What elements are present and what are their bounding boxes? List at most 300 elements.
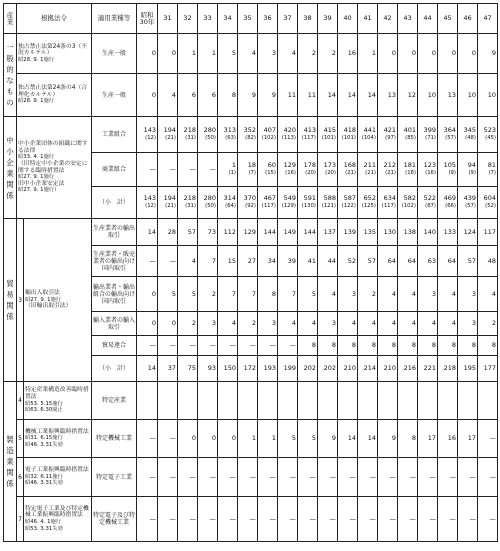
value-cell — [358, 382, 378, 420]
law-note: 旧中小企業安定法 — [18, 180, 65, 187]
row-number: 3 — [17, 219, 24, 382]
value: 2 — [491, 319, 496, 327]
value: 7 — [251, 289, 256, 298]
value: — — [269, 514, 276, 523]
value-cell — [478, 187, 498, 219]
industry-label: 貿易連合 — [92, 336, 137, 356]
value-cell — [298, 382, 318, 420]
value-cell — [218, 420, 238, 458]
value-cell — [178, 458, 198, 497]
value: 2 — [311, 49, 316, 57]
value-cell — [378, 382, 398, 420]
value: 3 — [351, 289, 356, 298]
value-cell — [178, 34, 198, 74]
value-cell — [318, 153, 338, 187]
value: — — [149, 256, 156, 265]
value-cell — [178, 312, 198, 336]
value: 216 — [403, 364, 416, 372]
value: 652 — [363, 194, 376, 202]
value: 28 — [167, 227, 176, 236]
value: 0 — [471, 49, 476, 57]
value-cell — [298, 420, 318, 458]
value-cell — [278, 458, 298, 497]
value-cell — [218, 34, 238, 74]
value-cell — [238, 117, 258, 153]
value-cell — [338, 187, 358, 219]
value-cell — [458, 312, 478, 336]
value-cell — [158, 336, 178, 356]
value-cell — [218, 356, 238, 382]
value-paren: (18) — [405, 170, 416, 176]
value-cell — [478, 497, 498, 542]
value-paren: (102) — [261, 135, 276, 141]
value-paren: (12) — [145, 135, 156, 141]
value: 11 — [307, 90, 316, 99]
value-cell — [258, 187, 278, 219]
value-cell — [278, 219, 298, 246]
value: 57 — [187, 227, 196, 236]
value-cell — [198, 382, 218, 420]
header-year: 36 — [258, 4, 278, 34]
value-cell — [298, 312, 318, 336]
industry-label: 特定機械工業 — [92, 420, 137, 458]
value-paren: (64) — [225, 203, 236, 209]
header-year: 37 — [278, 4, 298, 34]
value-cell — [198, 246, 218, 277]
value-cell — [178, 246, 198, 277]
value-cell — [438, 74, 458, 117]
value: 8 — [231, 90, 236, 99]
value: 168 — [343, 161, 356, 169]
value: 221 — [423, 364, 436, 372]
row-number: 4 — [17, 382, 24, 420]
value-paren: (97) — [385, 135, 396, 141]
value-cell — [178, 420, 198, 458]
value: — — [369, 514, 376, 523]
value-cell — [258, 458, 278, 497]
value-cell — [258, 382, 278, 420]
value-cell — [458, 117, 478, 153]
value-cell — [338, 219, 358, 246]
value: — — [189, 165, 196, 173]
value-cell — [158, 219, 178, 246]
value-cell — [378, 117, 398, 153]
value-cell — [438, 356, 458, 382]
value-cell — [358, 246, 378, 277]
row-number: 5 — [17, 420, 24, 458]
value: 218 — [183, 194, 196, 202]
header-year: 43 — [398, 4, 418, 34]
value-cell — [438, 458, 458, 497]
industry-label: 生産業者の輸出取引 — [92, 219, 137, 246]
value-cell — [478, 219, 498, 246]
value-cell — [258, 420, 278, 458]
value: 60 — [267, 161, 276, 169]
value-paren: (117) — [381, 203, 396, 209]
value-paren: (21) — [385, 170, 396, 176]
value-cell — [198, 312, 218, 336]
value: — — [269, 341, 276, 349]
value: 8 — [411, 341, 416, 349]
value: 8 — [391, 341, 396, 349]
value: — — [209, 341, 216, 349]
value: 57 — [367, 256, 376, 265]
value: — — [289, 341, 296, 349]
value-paren: (52) — [485, 203, 496, 209]
value: 4 — [451, 319, 456, 327]
value-paren: (82) — [245, 135, 256, 141]
value-cell — [318, 74, 338, 117]
value: — — [169, 341, 176, 349]
value: 0 — [151, 289, 156, 298]
value: 143 — [143, 126, 156, 134]
value: 280 — [203, 126, 216, 134]
value-paren: (20) — [325, 170, 336, 176]
value: 4 — [291, 319, 296, 327]
header-year: 42 — [378, 4, 398, 34]
value: 5 — [311, 289, 316, 298]
value: 634 — [383, 194, 396, 202]
value: 415 — [323, 126, 336, 134]
value-cell — [198, 153, 218, 187]
law-title: 独占禁止法第24条の3（不況カルテル） — [18, 43, 88, 57]
value: 4 — [291, 49, 296, 57]
value-cell — [318, 458, 338, 497]
value: 27 — [247, 256, 256, 265]
value: 1 — [191, 49, 196, 57]
value: 582 — [403, 194, 416, 202]
value-cell — [178, 382, 198, 420]
value: 8 — [371, 341, 376, 349]
value-cell — [158, 382, 178, 420]
value-cell — [178, 277, 198, 312]
value-cell — [137, 153, 158, 187]
value: 3 — [271, 49, 276, 57]
value: 523 — [483, 126, 496, 134]
value-cell — [378, 312, 398, 336]
value-cell — [458, 277, 478, 312]
value: 105 — [443, 161, 456, 169]
value-paren: (101) — [321, 135, 336, 141]
value-cell — [278, 420, 298, 458]
value: 3 — [431, 289, 436, 298]
value: — — [209, 165, 216, 173]
row-cartel-rationalization — [4, 74, 498, 117]
value-paren: (63) — [225, 135, 236, 141]
value: — — [189, 472, 196, 481]
value-cell — [258, 497, 278, 542]
value: 3 — [271, 319, 276, 327]
value-cell — [238, 187, 258, 219]
header-year: 40 — [338, 4, 358, 34]
value: 370 — [243, 194, 256, 202]
value-cell — [318, 246, 338, 277]
value: — — [329, 514, 336, 523]
header-year: 41 — [358, 4, 378, 34]
value-cell — [137, 420, 158, 458]
value: 130 — [383, 227, 396, 236]
value-paren: (16) — [285, 170, 296, 176]
value: 195 — [463, 364, 476, 372]
row-number: 7 — [17, 497, 24, 542]
value: 57 — [467, 256, 476, 265]
law-date: 昭46. 3.31失効 — [25, 441, 63, 448]
value: — — [489, 434, 496, 442]
value-cell — [318, 420, 338, 458]
law-date: 昭46. 4. 1施行 — [25, 519, 62, 525]
value-cell — [418, 356, 438, 382]
header-year: 46 — [458, 4, 478, 34]
value: — — [169, 514, 176, 523]
value: 4 — [311, 319, 316, 327]
value-cell — [338, 153, 358, 187]
value-paren: (16) — [425, 170, 436, 176]
law-title: 中小企業団体の組織に関する法律 — [18, 141, 88, 154]
value: 10 — [487, 90, 496, 99]
value-cell — [178, 153, 198, 187]
law-cell — [24, 420, 92, 458]
value: 13 — [387, 90, 396, 99]
value: 13 — [447, 90, 456, 99]
value: — — [229, 341, 236, 349]
value-cell — [218, 458, 238, 497]
value: 18 — [247, 161, 256, 169]
value-cell — [438, 312, 458, 336]
value: 41 — [307, 256, 316, 265]
value-paren: (121) — [321, 203, 336, 209]
value: 210 — [383, 364, 396, 372]
value: 280 — [203, 194, 216, 202]
value: 14 — [147, 227, 156, 236]
value: 3 — [211, 319, 216, 327]
value-cell — [418, 74, 438, 117]
industry-label: 特定電子工業 — [92, 458, 137, 497]
value: 4 — [351, 319, 356, 327]
value: 4 — [451, 289, 456, 298]
value-cell — [358, 336, 378, 356]
value-cell — [358, 356, 378, 382]
value: 418 — [343, 126, 356, 134]
value-cell — [418, 336, 438, 356]
industry-label: 輸入業者の輸入取引 — [92, 312, 137, 336]
value-cell — [318, 497, 338, 542]
value: 177 — [483, 364, 496, 372]
value: — — [169, 256, 176, 265]
value: 9 — [251, 90, 256, 99]
value: 345 — [463, 126, 476, 134]
value: 44 — [327, 256, 336, 265]
value-cell — [158, 277, 178, 312]
law-note: （旧特定中小企業の安定に関する臨時措置法 — [18, 160, 88, 174]
value-cell — [378, 34, 398, 74]
value-cell — [418, 34, 438, 74]
value-cell — [358, 277, 378, 312]
value-cell — [238, 336, 258, 356]
value-paren: (50) — [205, 203, 216, 209]
value: 0 — [151, 319, 156, 327]
value-cell — [238, 246, 258, 277]
value-cell — [137, 34, 158, 74]
value: 14 — [327, 90, 336, 99]
value: 10 — [467, 90, 476, 99]
value-cell — [358, 312, 378, 336]
law-cell — [17, 34, 92, 74]
value: 0 — [231, 434, 236, 442]
header-year: 45 — [438, 4, 458, 34]
value: 123 — [423, 161, 436, 169]
value-cell — [338, 497, 358, 542]
value: 313 — [223, 126, 236, 134]
value: 210 — [343, 364, 356, 372]
value-cell — [478, 117, 498, 153]
header-year: 35 — [238, 4, 258, 34]
value-cell — [298, 187, 318, 219]
value-cell — [178, 117, 198, 153]
value: — — [169, 472, 176, 481]
value-cell — [458, 356, 478, 382]
value-cell — [198, 74, 218, 117]
value-paren: (129) — [281, 203, 296, 209]
row-mfg-electronics — [4, 458, 498, 497]
value-cell — [478, 420, 498, 458]
value-cell — [258, 246, 278, 277]
value-cell — [158, 246, 178, 277]
category-trade: 貿易関係 — [4, 219, 17, 382]
value-cell — [258, 312, 278, 336]
value-cell — [258, 356, 278, 382]
value: 63 — [427, 256, 436, 265]
value: 4 — [431, 319, 436, 327]
law-title: 機械工業振興臨時措置法 — [25, 428, 89, 435]
value-paren: (85) — [405, 135, 416, 141]
value-cell — [378, 187, 398, 219]
value: 48 — [487, 256, 496, 265]
value-cell — [258, 34, 278, 74]
value-cell — [238, 219, 258, 246]
law-cell — [24, 458, 92, 497]
value-cell — [158, 187, 178, 219]
law-date: 昭27. 9. 1施行） — [18, 187, 60, 194]
value: 588 — [323, 194, 336, 202]
value-paren: (50) — [205, 135, 216, 141]
value: 522 — [423, 194, 436, 202]
value-cell — [398, 117, 418, 153]
value: 4 — [411, 289, 416, 298]
industry-label: （小 計） — [92, 187, 137, 219]
value: 5 — [191, 289, 196, 298]
value: — — [449, 472, 456, 481]
value-cell — [438, 219, 458, 246]
value-cell — [338, 117, 358, 153]
value: 52 — [347, 256, 356, 265]
value-cell — [478, 336, 498, 356]
value-cell — [458, 458, 478, 497]
law-date: 昭46. 3.31失効 — [25, 480, 63, 487]
value: — — [269, 472, 276, 481]
value-cell — [178, 336, 198, 356]
value-cell — [158, 312, 178, 336]
law-title: 特定電子工業及び特定機械工業振興臨時措置法 — [25, 505, 89, 519]
value-cell — [418, 277, 438, 312]
category-sme: 中小企業関係 — [4, 117, 17, 219]
value: 364 — [443, 126, 456, 134]
law-date: 昭28. 9. 1施行 — [18, 56, 55, 63]
value-cell — [438, 246, 458, 277]
value: 150 — [223, 364, 236, 372]
value-cell — [438, 117, 458, 153]
value-paren: (48) — [465, 135, 476, 141]
value: 8 — [431, 341, 436, 349]
value-cell — [378, 74, 398, 117]
value: 202 — [303, 364, 316, 372]
value: 4 — [391, 289, 396, 298]
value: 34 — [267, 256, 276, 265]
value-cell — [298, 153, 318, 187]
value: 178 — [303, 161, 316, 169]
law-date: 昭53. 5.15施行 — [25, 400, 63, 407]
value-cell — [238, 277, 258, 312]
value-paren: (31) — [185, 203, 196, 209]
value: 439 — [463, 194, 476, 202]
value: — — [349, 472, 356, 481]
value-cell — [338, 34, 358, 74]
value: 16 — [347, 49, 356, 57]
value-cell — [137, 382, 158, 420]
industry-label: 生産業者・販売業者の輸出向け国内取引 — [92, 246, 137, 277]
value: 194 — [163, 126, 176, 134]
value: 413 — [303, 126, 316, 134]
value: 314 — [223, 194, 236, 202]
header-year: 32 — [178, 4, 198, 34]
value-cell — [358, 497, 378, 542]
value-cell — [478, 74, 498, 117]
value: 135 — [363, 227, 376, 236]
value: 4 — [371, 319, 376, 327]
value-paren: (122) — [341, 203, 356, 209]
row-mfg-electronics-machinery — [4, 497, 498, 542]
value-cell — [458, 420, 478, 458]
value: 137 — [323, 227, 336, 236]
value-cell — [218, 497, 238, 542]
value-paren: (57) — [445, 135, 456, 141]
statistics-table — [3, 3, 498, 542]
value-cell — [478, 356, 498, 382]
value: 8 — [331, 341, 336, 349]
value-cell — [218, 153, 238, 187]
value: 587 — [343, 194, 356, 202]
value-cell — [378, 246, 398, 277]
value-cell — [398, 458, 418, 497]
value: 421 — [383, 126, 396, 134]
law-cell — [24, 219, 92, 382]
value-cell — [398, 219, 418, 246]
value-paren: (102) — [401, 203, 416, 209]
value-cell — [418, 458, 438, 497]
value-cell — [458, 187, 478, 219]
value-cell — [198, 336, 218, 356]
value-cell — [418, 497, 438, 542]
value: — — [309, 514, 316, 523]
value: 2 — [371, 289, 376, 298]
value: 9 — [331, 434, 336, 442]
value: — — [429, 472, 436, 481]
value: — — [169, 434, 176, 442]
value: 17 — [427, 434, 436, 442]
value-cell — [398, 153, 418, 187]
value-cell — [238, 382, 258, 420]
value-cell — [338, 312, 358, 336]
value: 129 — [243, 227, 256, 236]
